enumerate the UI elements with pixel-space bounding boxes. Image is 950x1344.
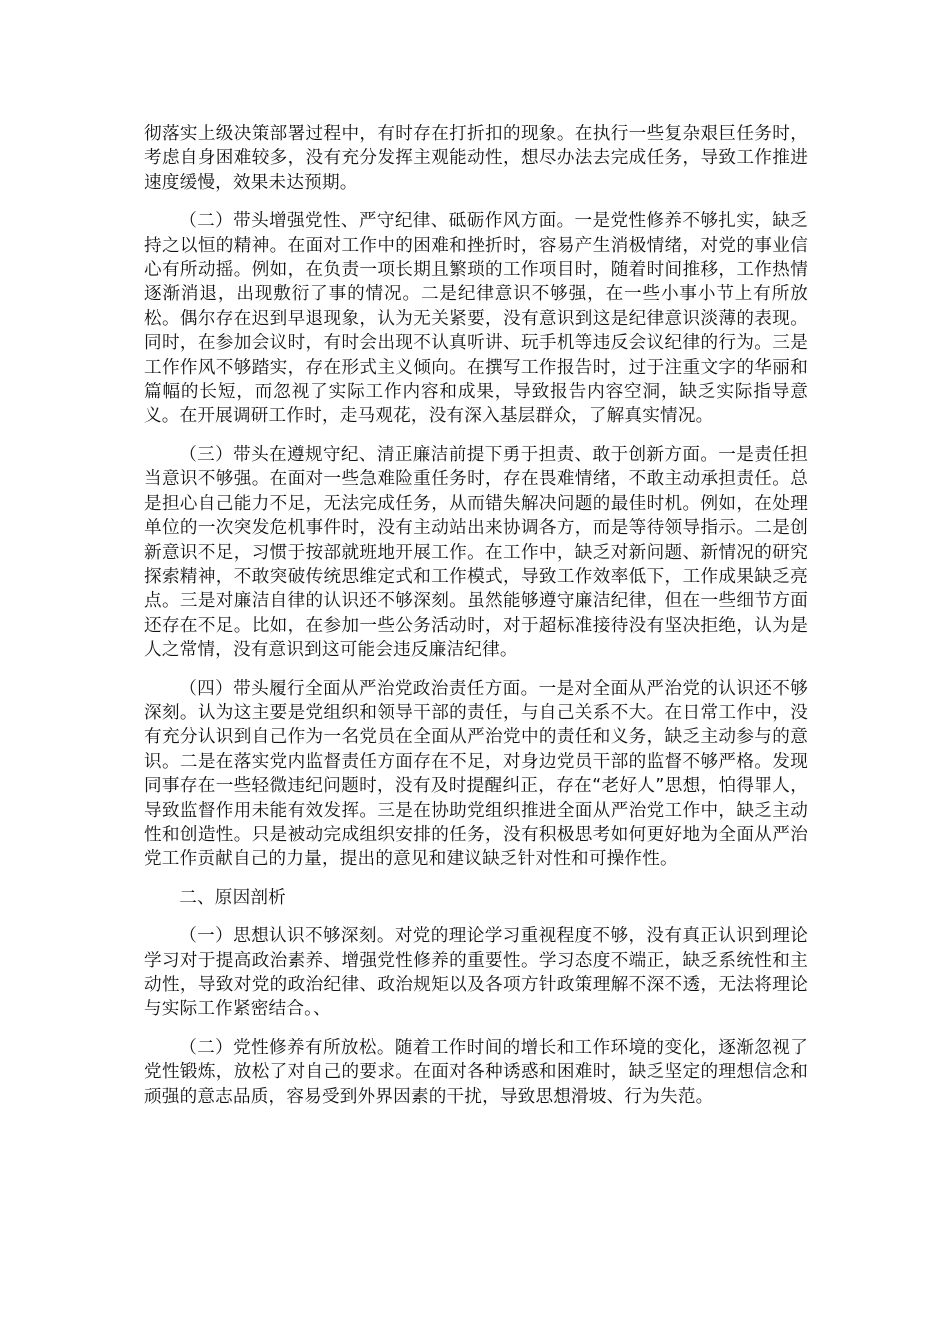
document-page: [144, 122, 808, 1123]
paragraph-section-three: （三）带头在遵规守纪、清正廉洁前提下勇于担责、敢于创新方面。一是责任担当意识不够强。在面对一些急难险重任务时，存在畏难情绪，不敢主动承担责任。总是担心自己能力不足，无法完成任务，从而错失解决问题的最佳时机。例如，在处理单位的一次突发危机事件时，没有主动站出来协调各方，而是等待领导指示。二是创新意识不足，习惯于按部就班地开展工作。在工作中，缺乏对新问题、新情况的研究探索精神，不敢突破传统思维定式和工作模式，导致工作效率低下，工作成果缺乏亮点。三是对廉洁自律的认识还不够深刻。虽然能够遵守廉洁纪律，但在一些细节方面还存在不足。比如，在参加一些公务活动时，对于超标准接待没有坚决拒绝，认为是人之常情，没有意识到这可能会违反廉洁纪律。: [144, 444, 808, 661]
paragraph-continuation: 彻落实上级决策部署过程中，有时存在打折扣的现象。在执行一些复杂艰巨任务时，考虑自身困难较多，没有充分发挥主观能动性，想尽办法去完成任务，导致工作推进速度缓慢，效果未达预期。: [144, 124, 808, 193]
paragraph-section-four: （四）带头履行全面从严治党政治责任方面。一是对全面从严治党的认识还不够深刻。认为这主要是党组织和领导干部的责任，与自己关系不大。在日常工作中，没有充分认识到自己作为一名党员在全面从严治党中的责任和义务，缺乏主动参与的意识。二是在落实党内监督责任方面存在不足，对身边党员干部的监督不够严格。发现同事存在一些轻微违纪问题时，没有及时提醒纠正，存在“老好人”思想，怕得罪人，导致监督作用未能有效发挥。三是在协助党组织推进全面从严治党工作中，缺乏主动性和创造性。只是被动完成组织安排的任务，没有积极思考如何更好地为全面从严治党工作贡献自己的力量，提出的意见和建议缺乏针对性和可操作性。: [144, 678, 808, 870]
paragraph-cause-one: （一）思想认识不够深刻。对党的理论学习重视程度不够，没有真正认识到理论学习对于提高政治素养、增强党性修养的重要性。学习态度不端正，缺乏系统性和主动性，导致对党的政治纪律、政治规矩以及各项方针政策理解不深不透，无法将理论与实际工作紧密结合。、: [144, 926, 808, 1020]
paragraph-cause-two: （二）党性修养有所放松。随着工作时间的增长和工作环境的变化，逐渐忽视了党性锻炼，放松了对自己的要求。在面对各种诱惑和困难时，缺乏坚定的理想信念和顽强的意志品质，容易受到外界因素的干扰，导致思想滑坡、行为失范。: [144, 1037, 808, 1107]
section-heading-cause-analysis: 二、原因剖析: [179, 887, 286, 908]
paragraph-section-two: （二）带头增强党性、严守纪律、砥砺作风方面。一是党性修养不够扎实，缺乏持之以恒的精神。在面对工作中的困难和挫折时，容易产生消极情绪，对党的事业信心有所动摇。例如，在负责一项长期且繁琐的工作项目时，随着时间推移，工作热情逐渐消退，出现敷衍了事的情况。二是纪律意识不够强，在一些小事小节上有所放松。偶尔存在迟到早退现象，认为无关紧要，没有意识到这是纪律意识淡薄的表现。同时，在参加会议时，有时会出现不认真听讲、玩手机等违反会议纪律的行为。三是工作作风不够踏实，存在形式主义倾向。在撰写工作报告时，过于注重文字的华丽和篇幅的长短，而忽视了实际工作内容和成果，导致报告内容空洞，缺乏实际指导意义。在开展调研工作时，走马观花，没有深入基层群众，了解真实情况。: [144, 211, 808, 427]
